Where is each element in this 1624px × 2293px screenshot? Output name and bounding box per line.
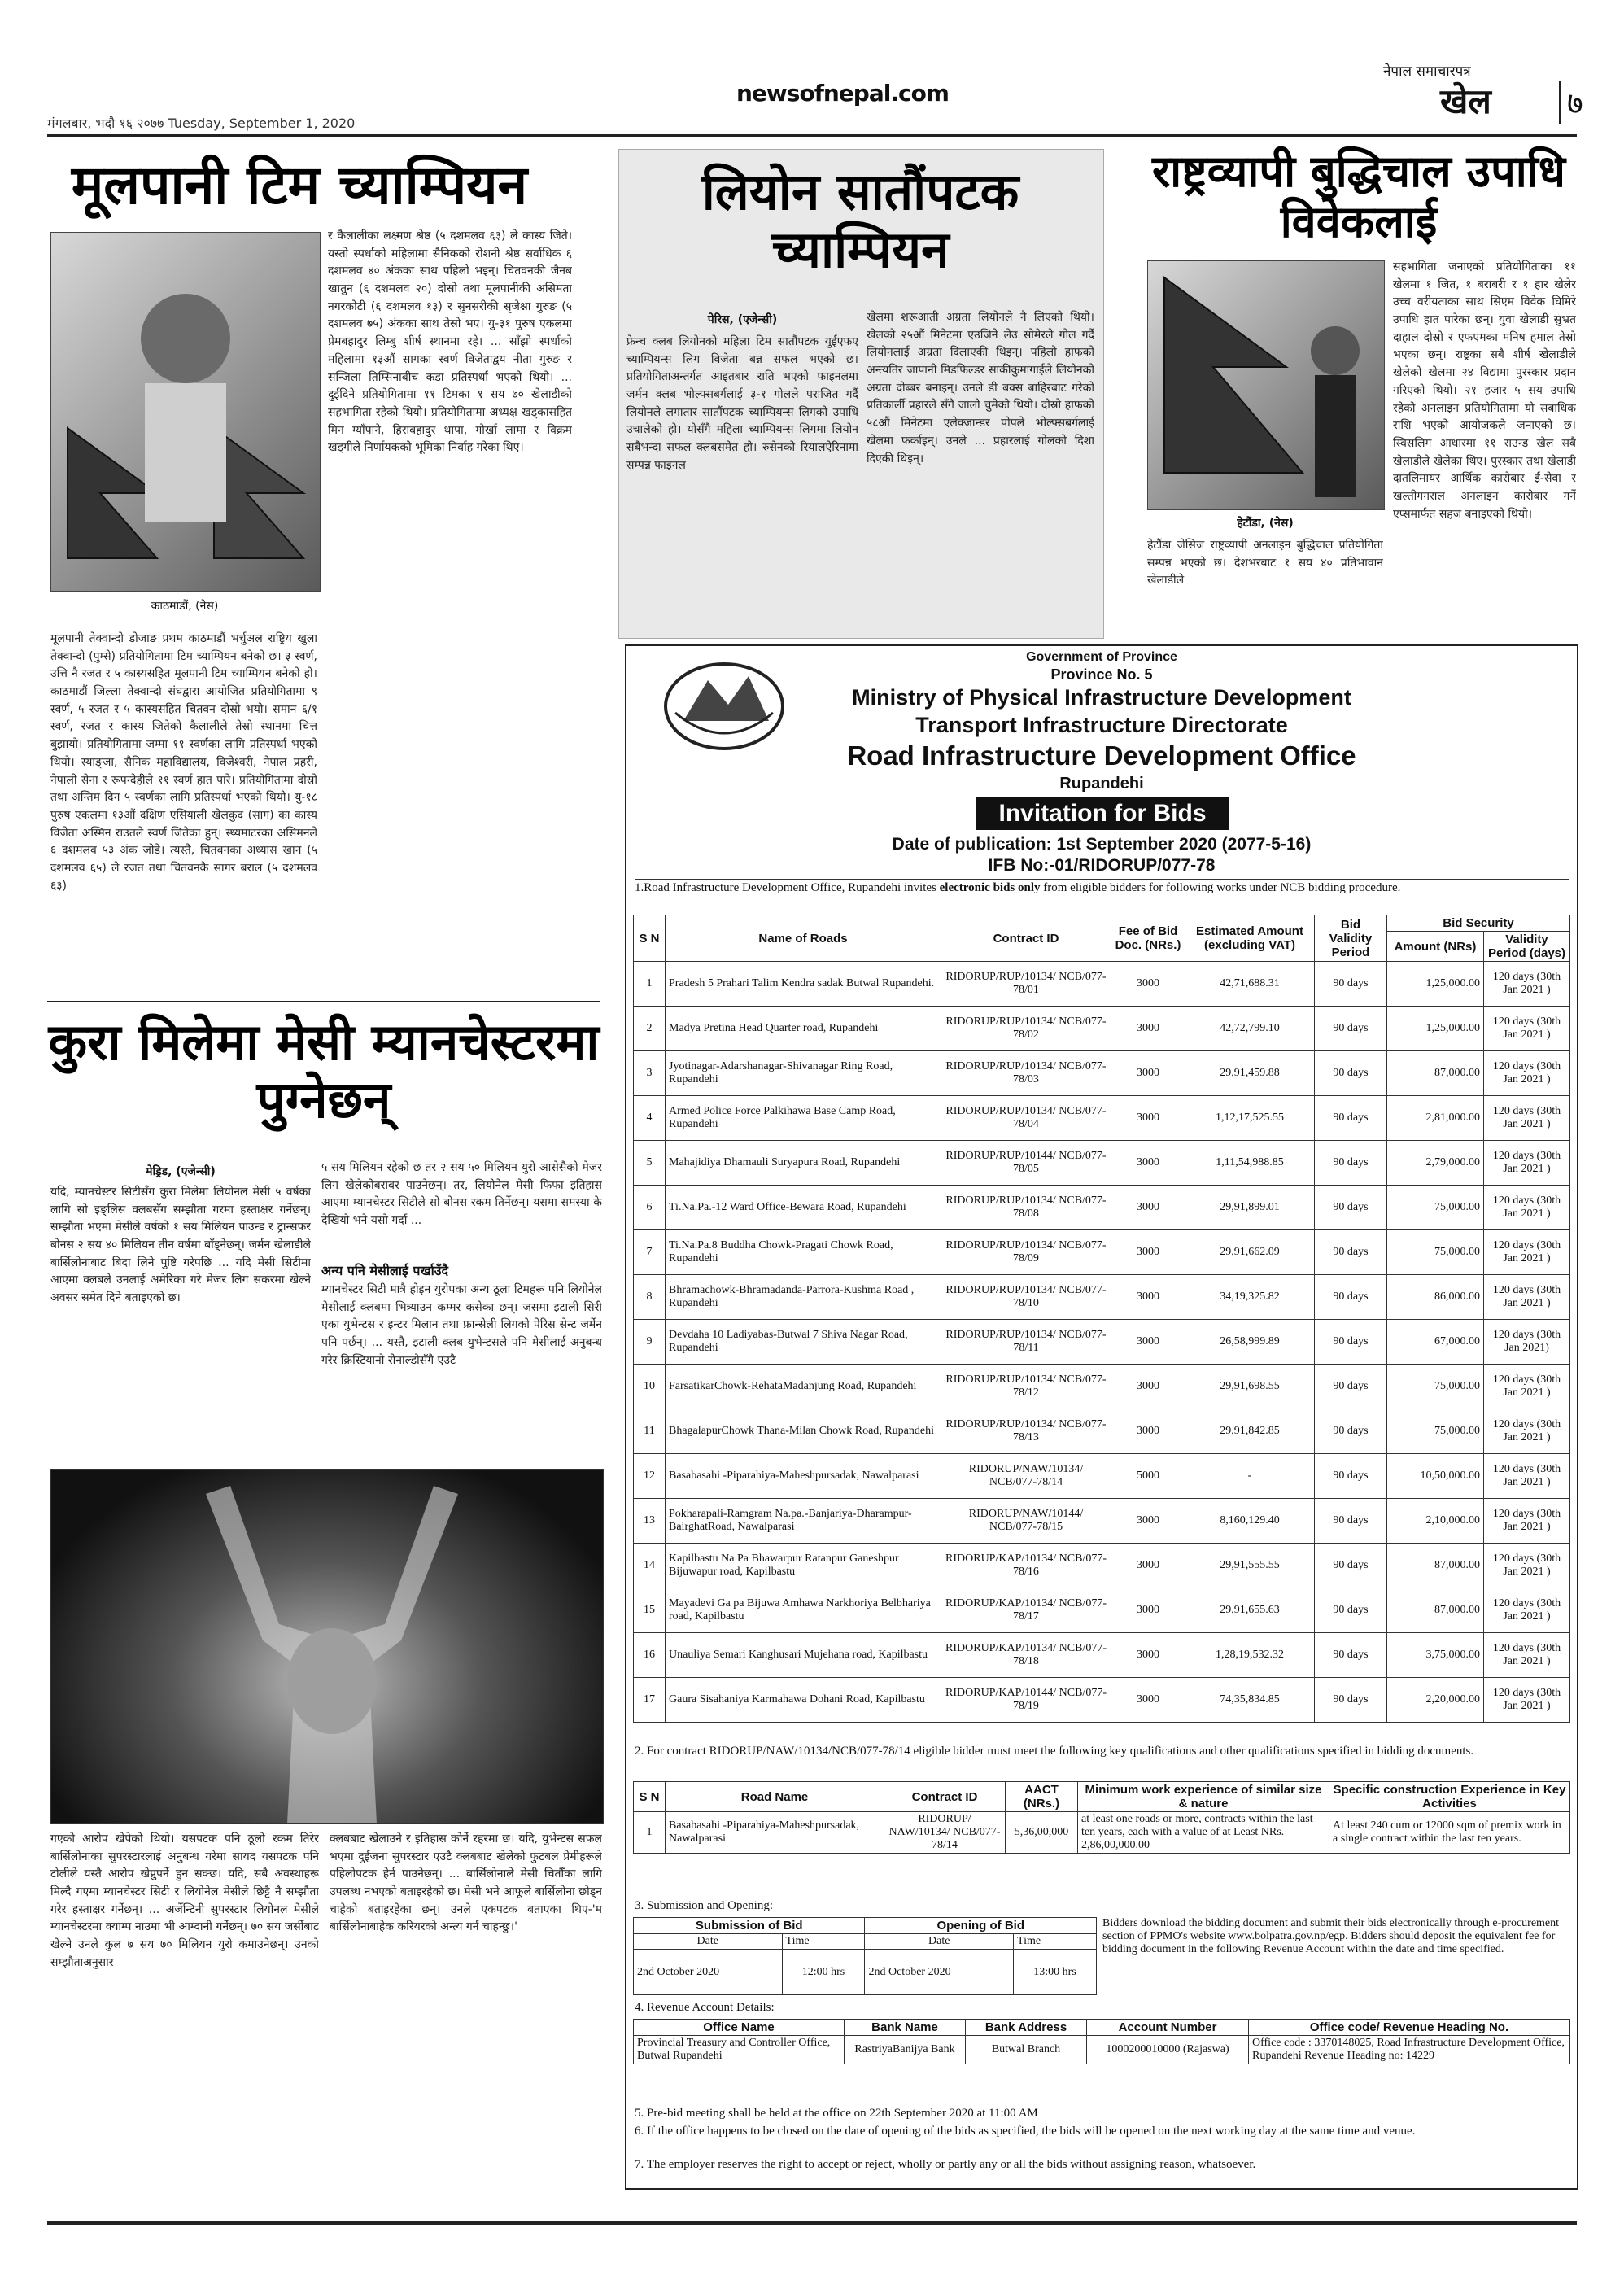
- ath-bank: Bank Name: [845, 2020, 966, 2036]
- qth-spec: Specific construction Experience in Key Activities: [1329, 1782, 1570, 1812]
- bid-contract-id: RIDORUP/NAW/10134/ NCB/077-78/14: [941, 1454, 1111, 1499]
- bid-security-validity: 120 days (30th Jan 2021 ): [1484, 1186, 1570, 1230]
- bid-contract-id: RIDORUP/RUP/10134/ NCB/077-78/01: [941, 962, 1111, 1007]
- acct-bank: RastriyaBanijya Bank: [845, 2036, 966, 2064]
- bid-estimate: 42,71,688.31: [1185, 962, 1315, 1007]
- bid-estimate: 1,12,17,525.55: [1185, 1096, 1315, 1141]
- story3-headline: राष्ट्रव्यापी बुद्धिचाल उपाधि विवेकलाई: [1152, 146, 1565, 248]
- bid-notice: [625, 644, 1578, 2190]
- acct-office: Provincial Treasury and Controller Office, Butwal Rupandehi: [634, 2036, 845, 2064]
- bids-table: [633, 915, 1570, 1723]
- messi-photo: [50, 1469, 604, 1824]
- bid-contract-id: RIDORUP/KAP/10134/ NCB/077-78/18: [941, 1633, 1111, 1678]
- open-time: 13:00 hrs: [1014, 1950, 1097, 1995]
- story3-photo: [1147, 260, 1385, 510]
- bid-security-amount: 3,75,000.00: [1387, 1633, 1484, 1678]
- bid-row: [634, 1409, 1570, 1454]
- story1-photo: [50, 232, 321, 592]
- bid-fee: 3000: [1111, 1544, 1185, 1588]
- bid-road-name: Mahajidiya Dhamauli Suryapura Road, Rupandehi: [666, 1141, 941, 1186]
- ad-pub-date: Date of publication: 1st September 2020 (2077-5-16): [892, 835, 1312, 854]
- bid-sn: 10: [634, 1365, 666, 1409]
- bid-row: [634, 1007, 1570, 1051]
- ad-province: Province No. 5: [1050, 666, 1153, 683]
- bid-validity: 90 days: [1315, 1544, 1387, 1588]
- bid-security-amount: 1,25,000.00: [1387, 1007, 1484, 1051]
- nepal-flag-icon: [51, 233, 320, 591]
- publisher-name: नेपाल समाचारपत्र: [1383, 63, 1471, 80]
- th-validity: Bid Validity Period: [1315, 915, 1387, 962]
- footer-rule: [47, 2221, 1577, 2225]
- story2-headline: लियोन सातौंपटक च्याम्पियन: [701, 162, 1019, 280]
- bid-road-name: FarsatikarChowk-RehataMadanjung Road, Rupandehi: [666, 1365, 941, 1409]
- acct-number: 1000200010000 (Rajaswa): [1087, 2036, 1249, 2064]
- bid-row: [634, 1633, 1570, 1678]
- th-sn: S N: [634, 915, 666, 962]
- bid-security-amount: 2,20,000.00: [1387, 1678, 1484, 1723]
- bids-table-wrap: [633, 915, 1570, 1723]
- open-date: 2nd October 2020: [865, 1950, 1014, 1995]
- bid-estimate: 29,91,555.55: [1185, 1544, 1315, 1588]
- bid-row: [634, 1544, 1570, 1588]
- date-line: मंगलबार, भदौ १६ २०७७ Tuesday, September 1, 2020: [47, 116, 356, 131]
- ad-intro: [635, 879, 1569, 895]
- bid-validity: 90 days: [1315, 1588, 1387, 1633]
- bid-road-name: Pokharapali-Ramgram Na.pa.-Banjariya-Dharampur-BairghatRoad, Nawalparasi: [666, 1499, 941, 1544]
- ad-ifb: IFB No:-01/RIDORUP/077-78: [988, 856, 1216, 875]
- bid-security-validity: 120 days (30th Jan 2021 ): [1484, 1051, 1570, 1096]
- ath-office: Office Name: [634, 2020, 845, 2036]
- bid-estimate: -: [1185, 1454, 1315, 1499]
- bid-sn: 2: [634, 1007, 666, 1051]
- nepal-flag-icon: [1148, 261, 1384, 509]
- story4-body-left-top: यदि, म्यानचेस्टर सिटीसँग कुरा मिलेमा लियोनल मेसी ५ वर्षका लागि सो इङ्लिस क्लबसँग सम्झौता गरमा हस्ताक्षर गर्नेछन्। सम्झौता भएमा मेसीले वर्षको १ सय मिलियन पाउन्ड र ट्रान्सफर बोनस २ सय ४० मिलियन तीन वर्षमा बाँड्नेछन्। जर्मन खेलाडीले बार्सिलोनाबाट बिदा लिने पुष्टि गरेपछि ... यदि मेसी सिटीमा आएमा क्लबले उनलाई अमेरिका गरे मेजर लिग सकरमा खेल्ने अवसर समेत दिने बताइएको छ।: [50, 1186, 311, 1305]
- bid-road-name: Gaura Sisahaniya Karmahawa Dohani Road, Kapilbastu: [666, 1678, 941, 1723]
- story1-headline: मूलपानी टिम च्याम्पियन: [71, 154, 528, 216]
- bid-security-validity: 120 days (30th Jan 2021 ): [1484, 1454, 1570, 1499]
- ad-ministry: Ministry of Physical Infrastructure Development: [852, 685, 1351, 710]
- sth-opening: Opening of Bid: [865, 1918, 1097, 1934]
- bid-sn: 15: [634, 1588, 666, 1633]
- qual-sn: 1: [634, 1812, 666, 1854]
- bid-road-name: Ti.Na.Pa.-12 Ward Office-Bewara Road, Rupandehi: [666, 1186, 941, 1230]
- story1-caption: काठमाडौं, (नेस): [151, 600, 219, 613]
- qual-contract: RIDORUP/ NAW/10134/ NCB/077-78/14: [884, 1812, 1006, 1854]
- ad-intro-c: from eligible bidders for following works under NCB bidding procedure.: [1040, 881, 1401, 894]
- bid-security-amount: 86,000.00: [1387, 1275, 1484, 1320]
- qth-aact: AACT (NRs.): [1006, 1782, 1078, 1812]
- story3-caption: हेटौंडा, (नेस): [1237, 517, 1294, 530]
- story4-subhead: अन्य पनि मेसीलाई पर्खाउँदै: [321, 1263, 449, 1278]
- bid-contract-id: RIDORUP/RUP/10134/ NCB/077-78/02: [941, 1007, 1111, 1051]
- bid-security-validity: 120 days (30th Jan 2021 ): [1484, 1230, 1570, 1275]
- bid-row: [634, 1678, 1570, 1723]
- bid-security-amount: 87,000.00: [1387, 1051, 1484, 1096]
- bid-validity: 90 days: [1315, 1678, 1387, 1723]
- qual-row: [634, 1812, 1570, 1854]
- bid-estimate: 34,19,325.82: [1185, 1275, 1315, 1320]
- story4-body-bottom-right: क्लबबाट खेलाउने र इतिहास कोर्ने रहरमा छ। यदि, युभेन्टस सफल भएमा दुईजना सुपरस्टार एउटै क्लबबाट खेलेको फुटबल प्रेमीहरूले पहिलोपटक हेर्न पाउनेछन्। ... बार्सिलोनाले मेसी चितौँका लागि उपलब्ध नभएको बताइरहेको छ। मेसी भने आफूले बार्सिलोना छोड्न चाहेको बताइरहेका छन्। उनले एकपटक बताएका थिए-'म बार्सिलोनाबाहेक करियरको अन्त्य गर्न चाहन्छु।': [330, 1832, 602, 1934]
- qual-road: Basabasahi -Piparahiya-Maheshpursadak, Nawalparasi: [666, 1812, 884, 1854]
- bid-estimate: 29,91,842.85: [1185, 1409, 1315, 1454]
- story4-body-right-bottom: म्यानचेस्टर सिटी मात्रै होइन युरोपका अन्य ठूला टिमहरू पनि लियोनेल मेसीलाई क्लबमा भित्र्याउन कम्मर कसेका छन्। जसमा इटाली सिरी एका युभेन्टस र इन्टर मिलान तथा फ्रान्सेली लिगको पेरिस सेन्ट जर्मेन पनि पर्छन्। ... यस्तै, इटाली क्लब युभेन्टसले पनि मेसीलाई अनुबन्ध गरेर क्रिस्टियानो रोनाल्डोसँगै एउटै: [321, 1283, 602, 1367]
- bid-sn: 8: [634, 1275, 666, 1320]
- bid-validity: 90 days: [1315, 1007, 1387, 1051]
- story1-body-right: र कैलालीका लक्ष्मण श्रेष्ठ (५ दशमलव ६३) ले कास्य जिते। यस्तो स्पर्धाको महिलामा सैनिकको रोशनी श्रेष्ठ सर्वाधिक ६ दशमलव ४० अंकका साथ पहिलो भइन्। चितवनकी जैनब खातुन (६ दशमलव २०) दोस्रो तथा मूलपानीकी असिमता नगरकोटी (६ दशमलव १३) र सुनसरीकी सृजेश्ना गुरुङ (५ दशमलव ७५) अंकका साथ तेस्रो भए। यु-३१ पुरुष एकलमा प्रेमबहादुर लिम्बु शीर्ष स्थानमा रहे। ... साँझो स्पर्धाको महिलामा १३औं सागका स्वर्ण विजेताद्वय नीता गुरुङ र सन्जिला तिम्सिनाबीच कडा प्रतिस्पर्धा भएको थियो। ... दुईदिने प्रतियोगितामा ११ टिमका १ सय ७० खेलाडीको सहभागिता रहेको थियो। प्रतियोगितामा अध्यक्ष खड्कासहित मिन ग्याँपाने, हिराबहादुर थापा, गोर्खा लामा र विक्रम खड्गीले निर्णायकको भूमिका निर्वाह गरेका थिए।: [328, 229, 572, 455]
- bid-fee: 3000: [1111, 1633, 1185, 1678]
- bid-validity: 90 days: [1315, 1454, 1387, 1499]
- ad-directorate: Transport Infrastructure Directorate: [915, 713, 1288, 737]
- bid-sn: 12: [634, 1454, 666, 1499]
- sth-date2: Date: [865, 1934, 1014, 1950]
- bid-row: [634, 1454, 1570, 1499]
- bid-security-validity: 120 days (30th Jan 2021 ): [1484, 1007, 1570, 1051]
- story4-body-right-top: ५ सय मिलियन रहेको छ तर २ सय ५० मिलियन युरो आसेसैको मेजर लिग खेलेकोबराबर पाउनेछन्। तर, लियोनेल मेसी फिफा इतिहास आएमा म्यानचेस्टर सिटीले सो बोनस रकम तिर्नेछन्। यसमा समस्या के देखियो भने यसो गर्दा ...: [321, 1161, 602, 1228]
- bid-fee: 3000: [1111, 1499, 1185, 1544]
- qual-min: at least one roads or more, contracts within the last ten years, each with a value of at Least NRs. 2,86,00,000.00: [1078, 1812, 1329, 1854]
- bid-estimate: 29,91,899.01: [1185, 1186, 1315, 1230]
- bid-sn: 3: [634, 1051, 666, 1096]
- bid-row: [634, 962, 1570, 1007]
- bid-sn: 17: [634, 1678, 666, 1723]
- bid-validity: 90 days: [1315, 1499, 1387, 1544]
- story3-body-left: हेटौंडा जेसिज राष्ट्रव्यापी अनलाइन बुद्धिचाल प्रतियोगिता सम्पन्न भएको छ। देशभरबाट १ सय ४० प्रतिभावान खेलाडीले: [1147, 539, 1383, 587]
- site-logo: newsofnepal.com: [736, 80, 949, 107]
- bid-fee: 3000: [1111, 1230, 1185, 1275]
- bid-security-validity: 120 days (30th Jan 2021 ): [1484, 1275, 1570, 1320]
- bid-road-name: Mayadevi Ga pa Bijuwa Amhawa Narkhoriya Belbhariya road, Kapilbastu: [666, 1588, 941, 1633]
- bid-contract-id: RIDORUP/RUP/10134/ NCB/077-78/13: [941, 1409, 1111, 1454]
- bid-estimate: 42,72,799.10: [1185, 1007, 1315, 1051]
- bid-contract-id: RIDORUP/RUP/10144/ NCB/077-78/05: [941, 1141, 1111, 1186]
- bid-sn: 9: [634, 1320, 666, 1365]
- ad-gov: Government of Province: [1026, 650, 1177, 664]
- bid-fee: 3000: [1111, 1320, 1185, 1365]
- bid-validity: 90 days: [1315, 1275, 1387, 1320]
- bid-estimate: 29,91,698.55: [1185, 1365, 1315, 1409]
- bid-sn: 5: [634, 1141, 666, 1186]
- bid-contract-id: RIDORUP/RUP/10134/ NCB/077-78/04: [941, 1096, 1111, 1141]
- bid-fee: 3000: [1111, 1588, 1185, 1633]
- ad-note6: 6. If the office happens to be closed on the date of opening of the bids as specified, the bids will be opened on the next working day at the same time and venue.: [635, 2125, 1416, 2138]
- bid-fee: 3000: [1111, 962, 1185, 1007]
- bid-row: [634, 1051, 1570, 1096]
- bid-validity: 90 days: [1315, 1230, 1387, 1275]
- bid-estimate: 26,58,999.89: [1185, 1320, 1315, 1365]
- bid-fee: 3000: [1111, 1275, 1185, 1320]
- bid-fee: 5000: [1111, 1454, 1185, 1499]
- ath-address: Bank Address: [966, 2020, 1087, 2036]
- th-estimate: Estimated Amount (excluding VAT): [1185, 915, 1315, 962]
- bid-contract-id: RIDORUP/RUP/10134/ NCB/077-78/11: [941, 1320, 1111, 1365]
- bid-security-amount: 75,000.00: [1387, 1365, 1484, 1409]
- bid-sn: 11: [634, 1409, 666, 1454]
- story4-dateline: मेड्रिड, (एजेन्सी): [146, 1165, 216, 1178]
- bid-sn: 7: [634, 1230, 666, 1275]
- acct-code: Office code : 3370148025, Road Infrastructure Development Office, Rupandehi Revenue Heading no: 14229: [1249, 2036, 1570, 2064]
- qth-min: Minimum work experience of similar size & nature: [1078, 1782, 1329, 1812]
- player-silhouette-icon: [51, 1470, 603, 1823]
- bid-security-validity: 120 days (30th Jan 2021 ): [1484, 1588, 1570, 1633]
- bid-fee: 3000: [1111, 1365, 1185, 1409]
- bid-contract-id: RIDORUP/RUP/10134/ NCB/077-78/08: [941, 1186, 1111, 1230]
- qual-table-wrap: [633, 1781, 1570, 1854]
- story3-body-right: सहभागिता जनाएको प्रतियोगिताका ११ खेलमा १ जित, १ बराबरी र १ हार खेलेर उच्च वरीयताका साथ सिएम विवेक घिमिरे उपाधि हात पारेका छन्। युवा खेलाडी सुभ्रत दाहाल दोस्रो र एफएमका मनिष हमाल तेस्रो भएका छन्। राष्ट्रका सबै शीर्ष खेलाडीले खेलेको खेलमा २४ विद्यामा पुरस्कार प्रदान गरिएको थियो। २१ हजार ५ सय उपाधि रहेको अनलाइन प्रतियोगितामा यो सबाधिक राशि भएको आयोजकले जनाएको छ। स्विसलिग आधारमा ११ राउन्ड खेल सबै खेलाडीले खेलेका थिए। पुरस्कार तथा खेलाडी दातलिमायर आर्थिक कारोबार ई-सेवा र खल्तीगगराल अनलाइन कारोबार गर्ने एप्समार्फत सहज बनाइएको थियो।: [1393, 260, 1576, 521]
- bid-contract-id: RIDORUP/NAW/10144/ NCB/077-78/15: [941, 1499, 1111, 1544]
- bid-sn: 14: [634, 1544, 666, 1588]
- ath-code: Office code/ Revenue Heading No.: [1249, 2020, 1570, 2036]
- bid-validity: 90 days: [1315, 1633, 1387, 1678]
- bid-validity: 90 days: [1315, 1186, 1387, 1230]
- bid-estimate: 8,160,129.40: [1185, 1499, 1315, 1544]
- ad-note7: 7. The employer reserves the right to accept or reject, wholly or partly any or all the bids without assigning reason, whatsoever.: [635, 2158, 1256, 2171]
- bid-security-validity: 120 days (30th Jan 2021): [1484, 1320, 1570, 1365]
- story2-body-right: खेलमा शरूआती अग्रता लियोनले नै लिएको थियो। खेलको २५औं मिनेटमा एउजिने लेउ सोमेरले गोल गर्दै लियोनलाई अग्रता दिलाएकी थिइन्। पहिलो हाफको अन्त्यतिर जापानी मिडफिल्डर साकीकुमागाईले लियोनको अग्रता दोब्बर बनाइन्। उनले डी बक्स बाहिरबाट गरेको प्रतिकार्ली प्रहारले सँगै जालो चुमेको थियो। दोस्रो हाफको ५८औं मिनेटमा एलेक्जान्डर पोपले भोल्फ्सबर्गलाई खेलमा फर्काइन्। उनले ... प्रहारलाई गोलको दिशा दिएकी थिइन्।: [867, 311, 1094, 465]
- bid-row: [634, 1320, 1570, 1365]
- section-title: खेल: [1440, 81, 1491, 121]
- bid-contract-id: RIDORUP/KAP/10134/ NCB/077-78/16: [941, 1544, 1111, 1588]
- bid-sn: 16: [634, 1633, 666, 1678]
- bid-road-name: Jyotinagar-Adarshanagar-Shivanagar Ring Road, Rupandehi: [666, 1051, 941, 1096]
- bid-contract-id: RIDORUP/RUP/10134/ NCB/077-78/10: [941, 1275, 1111, 1320]
- bid-sn: 4: [634, 1096, 666, 1141]
- th-contract: Contract ID: [941, 915, 1111, 962]
- page-number: ७: [1559, 81, 1583, 124]
- bid-road-name: BhagalapurChowk Thana-Milan Chowk Road, Rupandehi: [666, 1409, 941, 1454]
- bid-security-amount: 1,25,000.00: [1387, 962, 1484, 1007]
- bid-security-amount: 2,79,000.00: [1387, 1141, 1484, 1186]
- bid-validity: 90 days: [1315, 1409, 1387, 1454]
- th-amount: Amount (NRs): [1387, 932, 1484, 962]
- ad-note3: 3. Submission and Opening:: [635, 1899, 774, 1912]
- bid-road-name: Ti.Na.Pa.8 Buddha Chowk-Pragati Chowk Road, Rupandehi: [666, 1230, 941, 1275]
- bid-road-name: Unauliya Semari Kanghusari Mujehana road, Kapilbastu: [666, 1633, 941, 1678]
- bid-road-name: Basabasahi -Piparahiya-Maheshpursadak, Nawalparasi: [666, 1454, 941, 1499]
- story4-headline: कुरा मिलेमा मेसी म्यानचेस्टरमा पुग्नेछन्: [48, 1012, 600, 1130]
- bid-security-validity: 120 days (30th Jan 2021 ): [1484, 1544, 1570, 1588]
- bid-contract-id: RIDORUP/RUP/10134/ NCB/077-78/12: [941, 1365, 1111, 1409]
- bid-security-amount: 87,000.00: [1387, 1588, 1484, 1633]
- bid-row: [634, 1141, 1570, 1186]
- bid-security-amount: 75,000.00: [1387, 1230, 1484, 1275]
- story4-rule: [47, 1001, 600, 1002]
- ad-intro-b: electronic bids only: [939, 881, 1041, 894]
- bid-road-name: Devdaha 10 Ladiyabas-Butwal 7 Shiva Nagar Road, Rupandehi: [666, 1320, 941, 1365]
- bid-estimate: 29,91,459.88: [1185, 1051, 1315, 1096]
- qual-table: [633, 1781, 1570, 1854]
- th-security: Bid Security: [1387, 915, 1570, 932]
- bid-road-name: Madya Pretina Head Quarter road, Rupandehi: [666, 1007, 941, 1051]
- qth-road: Road Name: [666, 1782, 884, 1812]
- story1-body-left: मूलपानी तेक्वान्दो डोजाङ प्रथम काठमाडौं भर्चुअल राष्ट्रिय खुला तेक्वान्दो (पुम्से) प्रतियोगितामा टिम च्याम्पियन बनेको छ। ३ स्वर्ण, उत्ति नै रजत र ५ कास्यसहित मूलपानी टिम च्याम्पियन बनेको हो। काठमाडौं जिल्ला तेक्वान्दो संघद्वारा आयोजित प्रतियोगितामा ९ स्वर्ण, ५ रजत र ५ कास्यसहित चितवन दोस्रो भयो। समान ६/१ स्वर्ण, रजत र कास्य जितेको कैलालीले तेस्रो स्थानमा चित्त बुझायो। प्रतियोगितामा जम्मा ११ स्वर्णका लागि प्रतिस्पर्धा भएको थियो। स्याङ्जा, सैनिक महाविद्यालय, विजेश्वरी, नेपाल प्रहरी, नेपाली सेना र रूपन्देहीले ११ स्वर्ण हात पारे। प्रतियोगितामा दोस्रो तथा अन्तिम दिन ५ स्वर्णका लागि प्रतिस्पर्धा भएको थियो। यु-१८ पुरुष एकलमा १३औं दक्षिण एसियाली खेलकुद (साग) का कास्य विजेता अस्मिन राउतले स्वर्ण जितेका हुन्। स्थ्यमाटरका असिमनले ६ दशमलव ५३ अंक जोडे। त्यस्तै, चितवनका अध्यास खान (५ दशमलव ६५) ले रजत तथा चितवनकै सागर बराल (५ दशमलव ६३): [50, 632, 317, 893]
- bid-row: [634, 1186, 1570, 1230]
- qual-aact: 5,36,00,000: [1006, 1812, 1078, 1854]
- bid-fee: 3000: [1111, 1051, 1185, 1096]
- acct-address: Butwal Branch: [966, 2036, 1087, 2064]
- bid-validity: 90 days: [1315, 1365, 1387, 1409]
- sub-table: [633, 1917, 1097, 1995]
- bid-validity: 90 days: [1315, 1096, 1387, 1141]
- bid-fee: 3000: [1111, 1141, 1185, 1186]
- bid-row: [634, 1096, 1570, 1141]
- bid-estimate: 1,28,19,532.32: [1185, 1633, 1315, 1678]
- sth-time2: Time: [1014, 1934, 1097, 1950]
- bid-row: [634, 1499, 1570, 1544]
- bid-security-amount: 75,000.00: [1387, 1409, 1484, 1454]
- sub-date: 2nd October 2020: [634, 1950, 783, 1995]
- sub-table-wrap: [633, 1917, 1097, 1995]
- bid-estimate: 29,91,662.09: [1185, 1230, 1315, 1275]
- bid-security-validity: 120 days (30th Jan 2021 ): [1484, 1141, 1570, 1186]
- qth-sn: S N: [634, 1782, 666, 1812]
- bid-security-validity: 120 days (30th Jan 2021 ): [1484, 1633, 1570, 1678]
- bid-validity: 90 days: [1315, 1320, 1387, 1365]
- qual-spec: At least 240 cum or 12000 sqm of premix work in a single contract within the last ten years.: [1329, 1812, 1570, 1854]
- bid-row: [634, 1275, 1570, 1320]
- header-rule: [47, 134, 1577, 137]
- acct-table: [633, 2019, 1570, 2064]
- bid-security-validity: 120 days (30th Jan 2021 ): [1484, 1096, 1570, 1141]
- th-sec-validity: Validity Period (days): [1484, 932, 1570, 962]
- sub-time: 12:00 hrs: [782, 1950, 865, 1995]
- bid-security-validity: 120 days (30th Jan 2021 ): [1484, 1365, 1570, 1409]
- ad-note4: 4. Revenue Account Details:: [635, 2001, 775, 2014]
- story4-body-bottom-left: गएको आरोप खेपेको थियो। यसपटक पनि ठूलो रकम तिरेर बार्सिलोनाका सुपरस्टारलाई अनुबन्ध गरेमा सायद यसपटक पनि टोलीले यस्तै आरोप खेप्नुपर्ने हुन सक्छ। यदि, सबै अवस्थाहरू मिल्दै गएमा म्यानचेस्टर सिटी र लियोनेल मेसीले छिट्टै नै सम्झौता गरेर हस्ताक्षर गर्नेछन्। ... अर्जेन्टिनी सुपरस्टार लियोनल मेसीले म्यानचेस्टरमा क्याम्प नाउमा भी आम्दानी गर्नेछन्। ७० सय जर्सीबाट खेल्ने उनले कुल ७ सय ७० मिलियन युरो कमाउनेछन्। उनको सम्झौताअनुसार: [50, 1832, 319, 1969]
- bid-security-validity: 120 days (30th Jan 2021 ): [1484, 1409, 1570, 1454]
- bid-row: [634, 1588, 1570, 1633]
- bid-security-amount: 10,50,000.00: [1387, 1454, 1484, 1499]
- bid-contract-id: RIDORUP/KAP/10134/ NCB/077-78/17: [941, 1588, 1111, 1633]
- bid-sn: 6: [634, 1186, 666, 1230]
- bid-fee: 3000: [1111, 1678, 1185, 1723]
- bid-security-amount: 2,10,000.00: [1387, 1499, 1484, 1544]
- bid-security-amount: 75,000.00: [1387, 1186, 1484, 1230]
- bid-security-amount: 2,81,000.00: [1387, 1096, 1484, 1141]
- bid-row: [634, 1230, 1570, 1275]
- story2-body-left: फ्रेन्च क्लब लियोनको महिला टिम सातौंपटक युईएफए च्याम्पियन्स लिग विजेता बन्न सफल भएको छ। प्रतियोगिताअन्तर्गत आइतबार राति भएको फाइनलमा जर्मन क्लब भोल्फ्सबर्गलाई ३-१ गोलले पराजित गर्दै लियोनले लगातार सातौंपटक च्याम्पियन्स लिगको उपाधि उचालेको हो। योसँगै महिला च्याम्पियन्स लिगमा लियोन सबैभन्दा सफल क्लबसमेत हो। रुसेनको रियालऐरिनामा सम्पन्न फाइनल: [626, 335, 858, 472]
- bid-road-name: Kapilbastu Na Pa Bhawarpur Ratanpur Ganeshpur Bijuwapur road, Kapilbastu: [666, 1544, 941, 1588]
- qth-contract: Contract ID: [884, 1782, 1006, 1812]
- ath-number: Account Number: [1087, 2020, 1249, 2036]
- bid-fee: 3000: [1111, 1096, 1185, 1141]
- bid-fee: 3000: [1111, 1007, 1185, 1051]
- bid-contract-id: RIDORUP/KAP/10144/ NCB/077-78/19: [941, 1678, 1111, 1723]
- ad-banner: Invitation for Bids: [976, 797, 1229, 830]
- bid-estimate: 1,11,54,988.85: [1185, 1141, 1315, 1186]
- ad-intro-a: 1.Road Infrastructure Development Office, Rupandehi invites: [635, 881, 940, 894]
- bid-sn: 1: [634, 962, 666, 1007]
- bid-validity: 90 days: [1315, 1141, 1387, 1186]
- bid-security-validity: 120 days (30th Jan 2021 ): [1484, 962, 1570, 1007]
- bids-table-body: [634, 962, 1570, 1723]
- bid-estimate: 29,91,655.63: [1185, 1588, 1315, 1633]
- bid-road-name: Bhramachowk-Bhramadanda-Parrora-Kushma Road , Rupandehi: [666, 1275, 941, 1320]
- ad-location: Rupandehi: [1059, 775, 1144, 793]
- bid-fee: 3000: [1111, 1409, 1185, 1454]
- bid-security-validity: 120 days (30th Jan 2021 ): [1484, 1499, 1570, 1544]
- bid-security-amount: 87,000.00: [1387, 1544, 1484, 1588]
- acct-table-wrap: [633, 2019, 1570, 2064]
- sth-submission: Submission of Bid: [634, 1918, 865, 1934]
- sub-note: Bidders download the bidding document and submit their bids electronically through e-procurement section of PPMO's website www.bolpatra.gov.np/egp. Bidders should deposit the equivalent fee for bidding document in the following Revenue Account within the date and time specified.: [1102, 1917, 1560, 1955]
- bid-contract-id: RIDORUP/RUP/10134/ NCB/077-78/09: [941, 1230, 1111, 1275]
- bid-road-name: Pradesh 5 Prahari Talim Kendra sadak Butwal Rupandehi.: [666, 962, 941, 1007]
- th-name: Name of Roads: [666, 915, 941, 962]
- ad-note2: 2. For contract RIDORUP/NAW/10134/NCB/077-78/14 eligible bidder must meet the following key qualifications and other qualifications specified in bidding documents.: [635, 1745, 1474, 1758]
- bid-road-name: Armed Police Force Palkihawa Base Camp Road, Rupandehi: [666, 1096, 941, 1141]
- bid-security-validity: 120 days (30th Jan 2021 ): [1484, 1678, 1570, 1723]
- bid-security-amount: 67,000.00: [1387, 1320, 1484, 1365]
- sth-time1: Time: [782, 1934, 865, 1950]
- bid-fee: 3000: [1111, 1186, 1185, 1230]
- bid-validity: 90 days: [1315, 1051, 1387, 1096]
- bid-sn: 13: [634, 1499, 666, 1544]
- bid-row: [634, 1365, 1570, 1409]
- bid-validity: 90 days: [1315, 962, 1387, 1007]
- ad-note5: 5. Pre-bid meeting shall be held at the office on 22th September 2020 at 11:00 AM: [635, 2107, 1038, 2120]
- bid-contract-id: RIDORUP/RUP/10134/ NCB/077-78/03: [941, 1051, 1111, 1096]
- ad-office: Road Infrastructure Development Office: [847, 740, 1356, 771]
- sth-date1: Date: [634, 1934, 783, 1950]
- th-fee: Fee of Bid Doc. (NRs.): [1111, 915, 1185, 962]
- story2-dateline: पेरिस, (एजेन्सी): [707, 313, 778, 326]
- bid-estimate: 74,35,834.85: [1185, 1678, 1315, 1723]
